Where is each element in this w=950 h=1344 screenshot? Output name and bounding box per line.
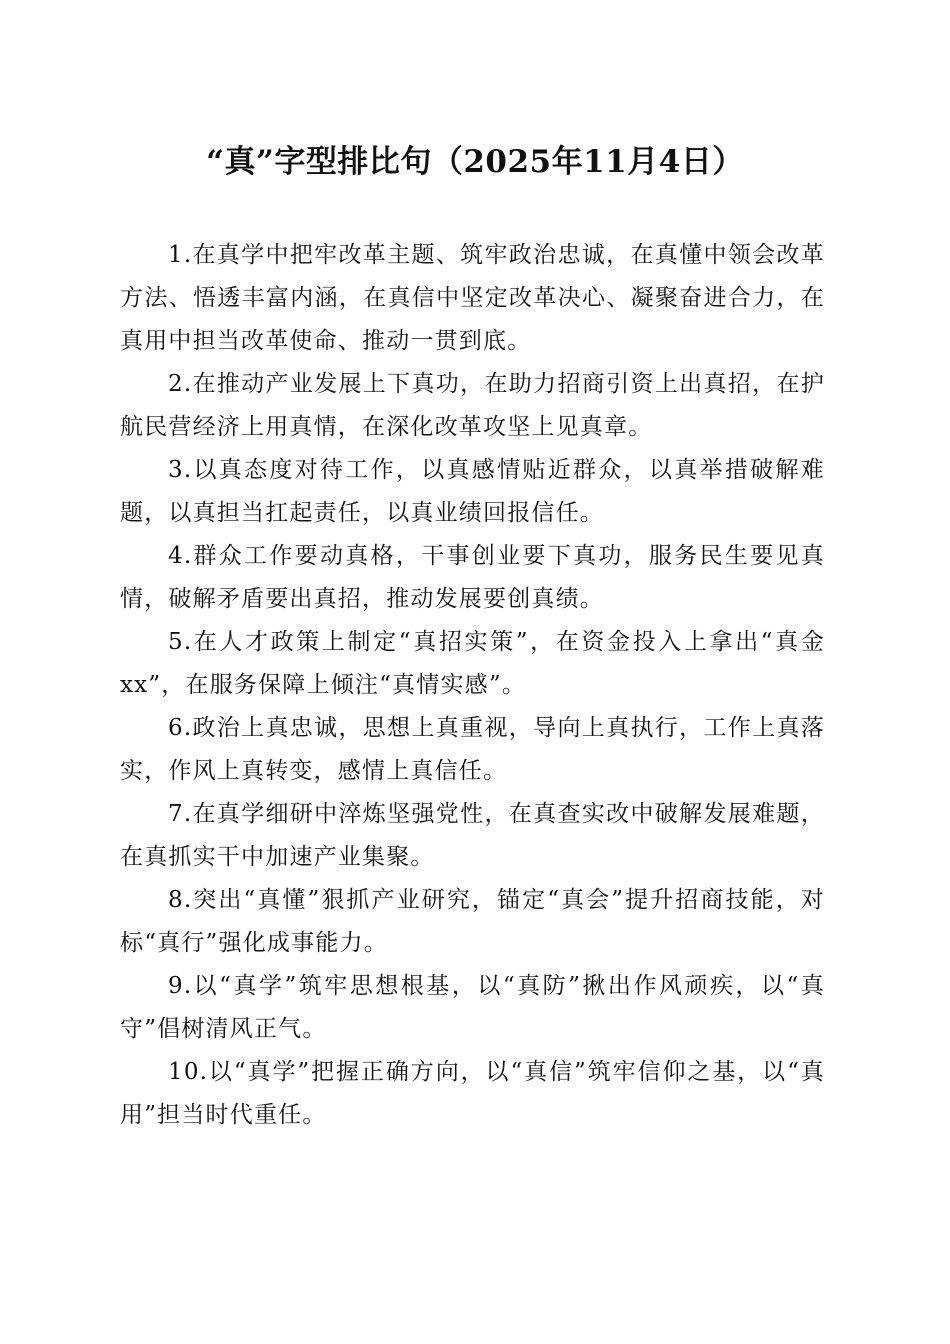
paragraph-10: 10.以“真学”把握正确方向，以“真信”筑牢信仰之基，以“真用”担当时代重任。 (120, 1059, 825, 1128)
paragraph-1: 1.在真学中把牢改革主题、筑牢政治忠诚，在真懂中领会改革方法、悟透丰富内涵，在真信中坚定改革决心、凝聚奋进合力，在真用中担当改革使命、推动一贯到底。 (120, 242, 825, 354)
paragraph-3: 3.以真态度对待工作，以真感情贴近群众，以真举措破解难题，以真担当扛起责任，以真业绩回报信任。 (120, 457, 825, 526)
document-title: “真”字型排比句（2025年11月4日） (206, 144, 744, 180)
paragraph-4: 4.群众工作要动真格，干事创业要下真功，服务民生要见真情，破解矛盾要出真招，推动发展要创真绩。 (120, 543, 825, 612)
paragraph-5: 5.在人才政策上制定“真招实策”，在资金投入上拿出“真金xx”，在服务保障上倾注“真情实感”。 (120, 629, 825, 698)
paragraph-9: 9.以“真学”筑牢思想根基，以“真防”揪出作风顽疾，以“真守”倡树清风正气。 (120, 973, 825, 1042)
document-body (120, 234, 825, 1137)
paragraph-2: 2.在推动产业发展上下真功，在助力招商引资上出真招，在护航民营经济上用真情，在深化改革攻坚上见真章。 (120, 371, 825, 440)
paragraph-6: 6.政治上真忠诚，思想上真重视，导向上真执行，工作上真落实，作风上真转变，感情上真信任。 (120, 715, 825, 784)
paragraph-8: 8.突出“真懂”狠抓产业研究，锚定“真会”提升招商技能，对标“真行”强化成事能力。 (120, 887, 825, 956)
paragraph-7: 7.在真学细研中淬炼坚强党性，在真查实改中破解发展难题，在真抓实干中加速产业集聚。 (120, 801, 825, 870)
